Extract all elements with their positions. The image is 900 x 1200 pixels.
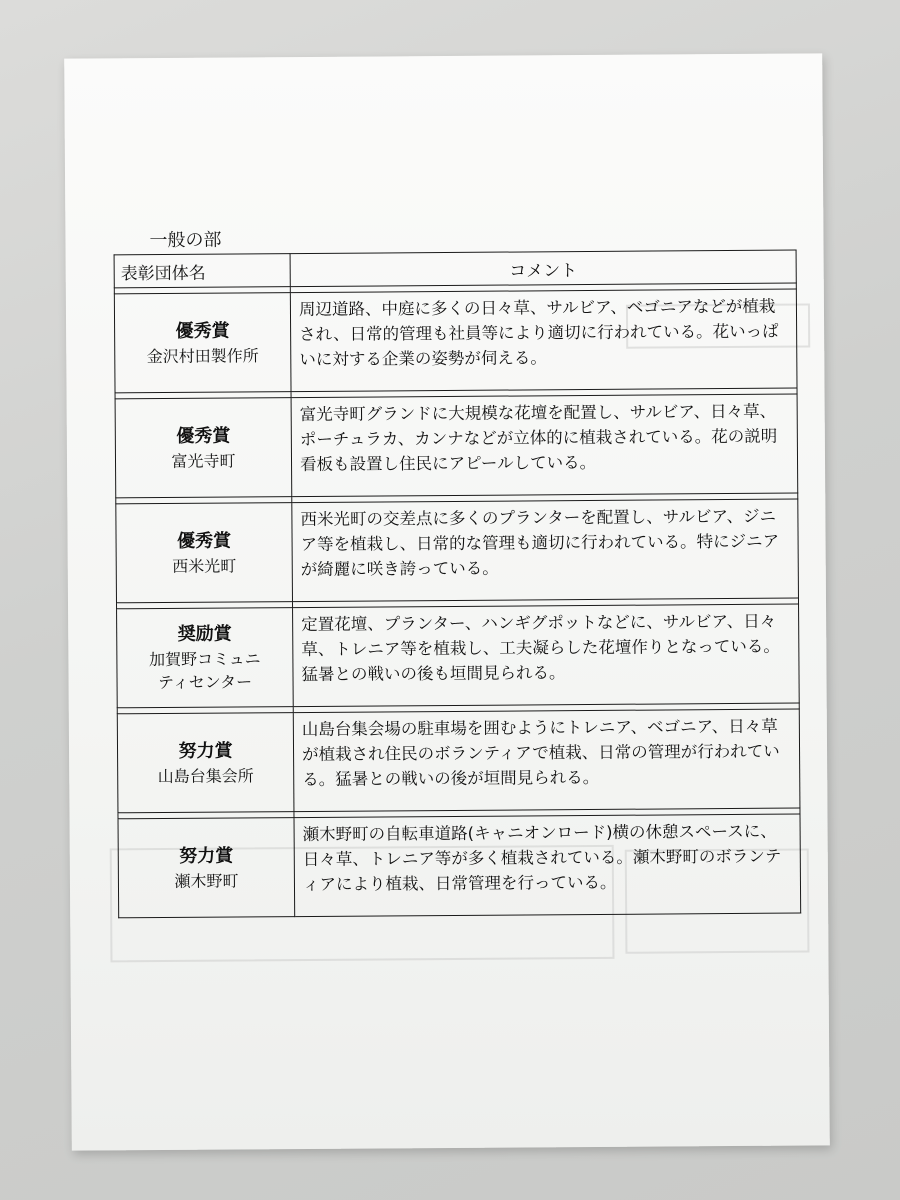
comment-cell: 山島台集会場の駐車場を囲むようにトレニア、ベゴニア、日々草が植栽され住民のボランティアで植栽、日常の管理が行われている。猛暑との戦いの後が垣間見られる。 (293, 709, 800, 812)
awards-table (114, 250, 802, 919)
comment-cell: 富光寺町グランドに大規模な花壇を配置し、サルビア、日々草、ポーチュラカ、カンナなどが立体的に植栽されている。花の説明看板も設置し住民にアピールしている。 (291, 394, 798, 497)
organization-name: 瀬木野町 (174, 870, 239, 891)
table-row (117, 709, 800, 813)
table-header-row (114, 250, 796, 288)
comment-cell: 定置花壇、プランター、ハンギグポットなどに、サルビア、日々草、トレニア等を植栽し、工夫凝らした花壇作りとなっている。猛暑との戦いの後も垣間見られる。 (293, 604, 800, 707)
comment-cell: 西米光町の交差点に多くのプランターを配置し、サルビア、ジニア等を植栽し、日常的な管理も適切に行われている。特にジニアが綺麗に咲き誇っている。 (292, 499, 799, 602)
award-rank: 奨励賞 (177, 623, 232, 645)
organization-cell (116, 503, 293, 603)
organization-name: 西米光町 (172, 555, 237, 576)
award-rank: 優秀賞 (176, 425, 231, 447)
organization-name-line-1: 加賀野コミュニ (148, 649, 261, 670)
award-rank: 努力賞 (179, 844, 234, 867)
organization-name: 山島台集会所 (157, 765, 254, 786)
organization-cell (118, 818, 295, 918)
table-row (116, 499, 799, 603)
organization-name-line-2: ティセンター (157, 672, 253, 693)
column-header-comment: コメント (290, 250, 796, 287)
comment-cell: 瀬木野町の自転車道路(キャニオンロード)横の休憩スペースに、日々草、トレニア等が多く植栽されている。瀬木野町のボランティアにより植栽、日常管理を行っている。 (294, 814, 801, 917)
organization-cell (117, 713, 294, 813)
table-row (118, 814, 801, 918)
organization-cell (114, 293, 291, 393)
section-title: 一般の部 (149, 229, 222, 252)
award-rank: 努力賞 (178, 740, 233, 762)
table-row (115, 394, 798, 498)
organization-cell (117, 608, 294, 708)
table-row (117, 604, 800, 708)
table-row (114, 289, 797, 393)
paper-sheet (64, 53, 830, 1150)
comment-cell: 周辺道路、中庭に多くの日々草、サルビア、ベゴニアなどが植栽され、日常的管理も社員等により適切に行われている。花いっぱいに対する企業の姿勢が伺える。 (290, 289, 797, 392)
column-header-name: 表彰団体名 (114, 254, 290, 288)
award-rank: 優秀賞 (176, 530, 232, 552)
award-rank: 優秀賞 (175, 320, 230, 342)
organization-name: 富光寺町 (171, 450, 236, 471)
organization-name: 金沢村田製作所 (146, 345, 259, 366)
organization-cell (115, 398, 292, 498)
